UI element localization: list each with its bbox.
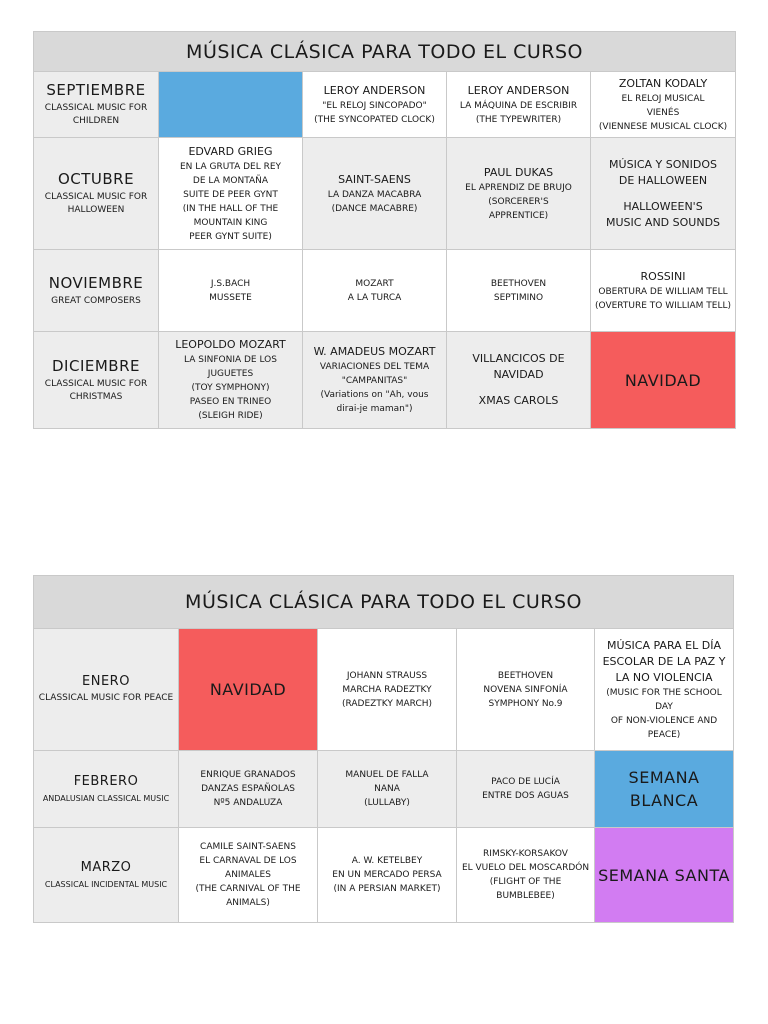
piece-line: "CAMPANITAS" (341, 376, 408, 386)
piece-line: LA SINFONIA DE LOS (184, 355, 277, 365)
piece-line: LA DANZA MACABRA (327, 189, 422, 200)
composer: A. W. KETELBEY (351, 856, 423, 866)
composer: BEETHOVEN (497, 670, 554, 681)
month-cell (34, 828, 179, 923)
piece-line: XMAS CAROLS (478, 394, 559, 407)
piece-line: DE HALLOWEEN (618, 173, 708, 187)
composer: J.S.BACH (210, 278, 251, 289)
piece-line: PASEO EN TRINEO (189, 397, 272, 407)
month-subtitle: CLASSICAL MUSIC FOR PEACE (38, 693, 174, 703)
piece-line: (DANCE MACABRE) (331, 203, 418, 214)
month-subtitle: CLASSICAL MUSIC FOR CHILDREN (44, 103, 148, 126)
piece-line: SEPTIMINO (493, 292, 544, 303)
piece-line: EL VUELO DEL MOSCARDÓN (461, 863, 590, 873)
piece-line: ENTRE DOS AGUAS (482, 791, 569, 801)
piece-line: (MUSIC FOR THE SCHOOL DAY (606, 687, 722, 712)
piece-line: EN LA GRUTA DEL REY (179, 161, 282, 172)
semana-santa-block (595, 828, 734, 923)
composer: EDVARD GRIEG (188, 144, 273, 158)
navidad-label: NAVIDAD (624, 370, 702, 390)
composer: PAUL DUKAS (483, 165, 554, 179)
music-cell (303, 332, 447, 429)
month-cell (34, 751, 179, 828)
month-cell (34, 72, 159, 138)
semana-blanca-block (595, 751, 734, 828)
music-cell (318, 751, 457, 828)
piece-line: MÚSICA PARA EL DÍA (607, 638, 721, 652)
piece-line: JUGUETES (207, 369, 254, 379)
month-cell (34, 629, 179, 751)
music-cell (318, 629, 457, 751)
piece-line: DANZAS ESPAÑOLAS (201, 784, 295, 794)
schedule-table-2 (33, 575, 734, 923)
schedule-table-1 (33, 31, 736, 429)
piece-line: LA MÁQUINA DE ESCRIBIR (459, 100, 578, 111)
month-cell (34, 332, 159, 429)
music-cell (457, 629, 595, 751)
composer: JOHANN STRAUSS (346, 670, 428, 681)
piece-line: EL RELOJ MUSICAL (621, 93, 705, 104)
music-cell (303, 250, 447, 332)
composer: ZOLTAN KODALY (618, 76, 708, 90)
piece-line: (OVERTURE TO WILLIAM TELL) (595, 300, 731, 311)
music-cell (159, 138, 303, 250)
month-name: NOVIEMBRE (48, 273, 144, 292)
month-subtitle: CLASSICAL INCIDENTAL MUSIC (44, 879, 168, 889)
piece-line: dirai-je maman") (336, 404, 413, 414)
piece-line: (THE CARNIVAL OF THE (195, 884, 301, 894)
music-cell (457, 828, 595, 923)
month-cell (34, 138, 159, 250)
piece-line: OBERTURA DE WILLIAM TELL (598, 286, 728, 297)
composer: PACO DE LUCÍA (491, 777, 560, 787)
piece-line: MUSSETE (209, 292, 252, 303)
music-cell (179, 751, 318, 828)
piece-line: DE LA MONTAÑA (192, 175, 269, 186)
music-cell (318, 828, 457, 923)
piece-line: MOUNTAIN KING (193, 217, 268, 228)
semana-blanca-line: BLANCA (629, 791, 699, 810)
piece-line: (Variations on "Ah, vous (320, 390, 429, 400)
music-cell (447, 72, 591, 138)
music-cell (159, 332, 303, 429)
music-cell (179, 828, 318, 923)
piece-line: Nº5 ANDALUZA (213, 798, 283, 808)
composer: MANUEL DE FALLA (345, 770, 429, 780)
music-cell (591, 138, 736, 250)
composer: LEOPOLDO MOZART (175, 338, 286, 351)
schedule-title: MÚSICA CLÁSICA PARA TODO EL CURSO (34, 576, 734, 629)
piece-line: (IN THE HALL OF THE (182, 203, 279, 214)
piece-line: PEACE) (647, 729, 681, 740)
piece-line: PEER GYNT SUITE) (189, 231, 272, 242)
month-subtitle: CLASSICAL MUSIC FOR CHRISTMAS (44, 378, 148, 402)
music-cell (457, 751, 595, 828)
piece-line: MÚSICA Y SONIDOS (609, 157, 717, 171)
music-cell (595, 629, 734, 751)
piece-line: NOVENA SINFONÍA (483, 684, 568, 695)
music-cell (303, 72, 447, 138)
navidad-label: NAVIDAD (209, 680, 287, 699)
piece-line: HALLOWEEN'S (623, 199, 703, 213)
music-cell (447, 250, 591, 332)
semana-santa-label: SEMANA SANTA (598, 865, 730, 885)
piece-line: A LA TURCA (347, 292, 402, 303)
month-name: ENERO (82, 674, 130, 689)
composer: CAMILE SAINT-SAENS (200, 842, 296, 852)
color-block-blue (159, 72, 303, 138)
composer: ENRIQUE GRANADOS (200, 770, 296, 780)
composer: SAINT-SAENS (338, 172, 411, 186)
piece-line: MARCHA RADEZTKY (342, 684, 432, 695)
month-name: DICIEMBRE (52, 356, 140, 375)
music-cell (447, 138, 591, 250)
piece-line: (FLIGHT OF THE BUMBLEBEE) (489, 877, 562, 901)
piece-line: VILLANCICOS DE (472, 352, 565, 365)
composer: ROSSINI (640, 269, 686, 283)
composer: MOZART (355, 278, 394, 289)
piece-line: NANA (374, 784, 400, 794)
composer: W. AMADEUS MOZART (313, 345, 436, 358)
piece-line: ANIMALES (225, 870, 271, 880)
music-cell (159, 250, 303, 332)
piece-line: EL CARNAVAL DE LOS (199, 856, 297, 866)
piece-line: NAVIDAD (493, 368, 544, 381)
month-name: FEBRERO (73, 773, 139, 789)
month-name: OCTUBRE (57, 170, 135, 188)
piece-line: VARIACIONES DEL TEMA (319, 362, 430, 372)
piece-line: ANIMALS) (226, 898, 270, 908)
navidad-block (179, 629, 318, 751)
piece-line: (SLEIGH RIDE) (198, 411, 263, 421)
piece-line: SYMPHONY No.9 (488, 698, 563, 709)
piece-line: (LULLABY) (364, 798, 410, 808)
music-cell (303, 138, 447, 250)
piece-line: MUSIC AND SOUNDS (605, 215, 721, 229)
piece-line: EN UN MERCADO PERSA (332, 870, 442, 880)
month-name: SEPTIEMBRE (46, 81, 146, 99)
composer: LEROY ANDERSON (323, 83, 426, 97)
piece-line: (TOY SYMPHONY) (191, 383, 270, 393)
navidad-block (591, 332, 736, 429)
month-subtitle: CLASSICAL MUSIC FOR HALLOWEEN (44, 192, 148, 215)
spacer (450, 383, 587, 393)
piece-line: ESCOLAR DE LA PAZ Y (602, 654, 726, 668)
piece-line: "EL RELOJ SINCOPADO" (322, 100, 427, 111)
piece-line: (THE TYPEWRITER) (475, 114, 562, 125)
month-cell (34, 250, 159, 332)
piece-line: (IN A PERSIAN MARKET) (333, 884, 441, 894)
music-cell (591, 250, 736, 332)
piece-line: APPRENTICE) (488, 210, 549, 221)
composer: LEROY ANDERSON (467, 83, 570, 97)
piece-line: (VIENNESE MUSICAL CLOCK) (598, 121, 728, 132)
piece-line: EL APRENDIZ DE BRUJO (465, 182, 572, 193)
piece-line: OF NON-VIOLENCE AND (610, 715, 718, 726)
composer: RIMSKY-KORSAKOV (483, 849, 568, 859)
music-cell (447, 332, 591, 429)
month-name: MARZO (80, 859, 132, 875)
composer: BEETHOVEN (490, 278, 547, 289)
month-subtitle: ANDALUSIAN CLASSICAL MUSIC (42, 793, 170, 803)
schedule-title: MÚSICA CLÁSICA PARA TODO EL CURSO (34, 32, 736, 72)
music-cell (591, 72, 736, 138)
piece-line: SUITE DE PEER GYNT (183, 189, 278, 200)
piece-line: LA NO VIOLENCIA (615, 670, 713, 684)
piece-line: (SORCERER'S (488, 196, 549, 207)
spacer (594, 189, 732, 199)
piece-line: (RADEZTKY MARCH) (341, 698, 433, 709)
month-subtitle: GREAT COMPOSERS (51, 295, 141, 306)
piece-line: VIENÉS (646, 107, 680, 118)
semana-blanca-line: SEMANA (628, 768, 700, 787)
piece-line: (THE SYNCOPATED CLOCK) (314, 114, 435, 125)
